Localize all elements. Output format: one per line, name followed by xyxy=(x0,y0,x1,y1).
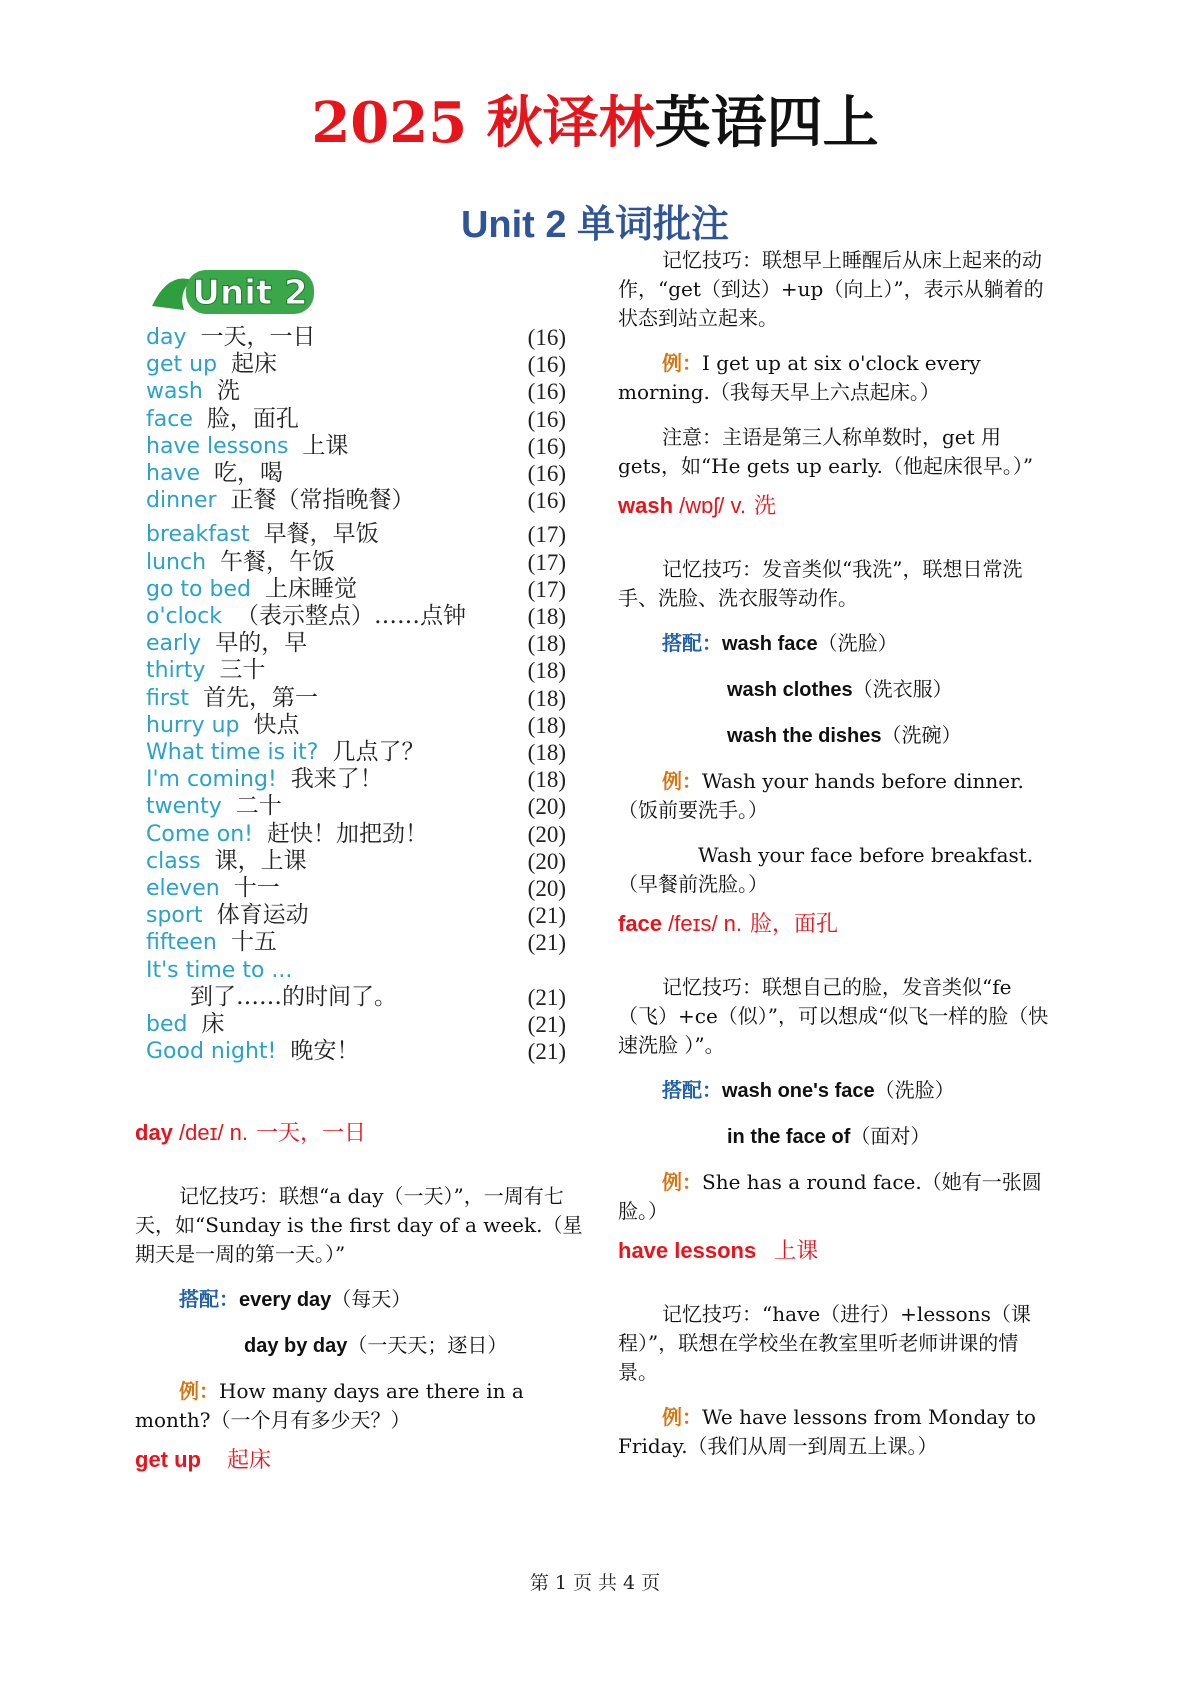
vocab-meaning: 脸，面孔 xyxy=(206,405,299,432)
vocab-word: What time is it? xyxy=(146,740,319,765)
vocab-meaning: 上课 xyxy=(302,432,349,459)
vocab-row xyxy=(146,821,566,848)
left-column xyxy=(135,1108,590,1475)
vocab-row xyxy=(146,324,566,351)
vocab-row xyxy=(146,712,566,739)
vocab-meaning: 快点 xyxy=(253,711,300,738)
vocab-page: (18) xyxy=(527,712,566,738)
vocab-meaning: 三十 xyxy=(219,657,266,684)
vocab-list xyxy=(140,262,580,1082)
page-footer: 第 1 页 共 4 页 xyxy=(529,1572,661,1594)
vocab-row xyxy=(146,929,566,956)
vocab-page: (17) xyxy=(527,549,566,575)
vocab-page: (16) xyxy=(527,352,566,378)
title-black-part: 英语四上 xyxy=(654,90,879,156)
vocab-row xyxy=(146,848,566,875)
vocab-meaning: 十五 xyxy=(230,929,277,956)
vocab-row xyxy=(146,433,566,460)
entry-day-memory: 记忆技巧：联想“a day（一天）”，一周有七天，如“Sunday is the first day of a week.（星期天是一周的第一天。）” xyxy=(135,1184,583,1266)
leaf-icon xyxy=(152,278,192,310)
vocab-page: (20) xyxy=(527,794,566,820)
entry-face-head: face /feɪs/ n. 脸，面孔 xyxy=(618,911,839,937)
vocab-page: (20) xyxy=(527,821,566,847)
vocab-row xyxy=(146,685,566,712)
vocab-meaning: 首先，第一 xyxy=(203,684,318,711)
vocab-row xyxy=(146,902,566,929)
vocab-row xyxy=(146,875,566,902)
vocab-word: have xyxy=(146,461,200,486)
vocab-page: (20) xyxy=(527,876,566,901)
vocab-word: It's time to ... xyxy=(146,957,293,983)
entry-wash-head: wash /wɒʃ/ v. 洗 xyxy=(618,493,776,519)
vocab-word: have lessons xyxy=(146,433,289,459)
vocab-row xyxy=(146,766,566,793)
vocab-row xyxy=(146,984,566,1011)
vocab-page: (20) xyxy=(527,848,566,874)
vocab-word: twenty xyxy=(146,794,222,820)
vocab-word: o'clock xyxy=(146,604,223,629)
vocab-meaning: （表示整点）……点钟 xyxy=(236,603,467,629)
right-column xyxy=(618,246,1058,1461)
vocab-word: get up xyxy=(146,352,218,378)
vocab-row xyxy=(146,657,566,684)
vocab-page: (18) xyxy=(527,767,566,793)
entry-wash-example2: Wash your face before breakfast.（早餐前洗脸。） xyxy=(618,843,1034,896)
vocab-meaning: 晚安！ xyxy=(290,1038,360,1065)
vocab-page: (18) xyxy=(527,740,566,765)
entry-face-example: 例：She has a round face.（她有一张圆脸。） xyxy=(618,1170,1042,1223)
vocab-word: Good night! xyxy=(146,1039,277,1065)
vocab-row xyxy=(146,460,566,487)
vocab-page: (17) xyxy=(527,576,566,602)
vocab-word: day xyxy=(146,325,187,350)
vocab-meaning: 起床 xyxy=(231,351,278,378)
vocab-word: sport xyxy=(146,903,203,929)
vocab-meaning: 早的，早 xyxy=(215,630,308,657)
vocab-page: (21) xyxy=(527,1012,566,1037)
vocab-row xyxy=(146,1011,566,1038)
vocab-row xyxy=(146,521,566,548)
entry-wash-colloc2: wash clothes（洗衣服） xyxy=(727,677,953,701)
vocab-word: thirty xyxy=(146,658,206,684)
vocab-page: (18) xyxy=(527,631,566,657)
entry-wash-example1: 例：Wash your hands before dinner.（饭前要洗手。） xyxy=(618,769,1024,822)
vocab-row xyxy=(146,1038,566,1065)
entry-day-head: day /deɪ/ n. 一天，一日 xyxy=(135,1120,367,1146)
vocab-row xyxy=(146,406,566,433)
vocab-page: (17) xyxy=(527,522,566,548)
vocab-word: hurry up xyxy=(146,712,240,738)
vocab-page: (18) xyxy=(527,658,566,684)
vocab-meaning: 正餐（常指晚餐） xyxy=(230,487,415,514)
entry-havelessons-head: have lessons 上课 xyxy=(618,1238,819,1264)
vocab-meaning: 二十 xyxy=(235,793,282,820)
vocab-meaning: 体育运动 xyxy=(216,902,309,929)
vocab-meaning: 十一 xyxy=(233,875,280,901)
vocab-page: (16) xyxy=(527,379,566,405)
vocab-row xyxy=(146,378,566,405)
vocab-word: fifteen xyxy=(146,930,217,956)
entry-getup-note: 注意：主语是第三人称单数时，get 用 gets，如“He gets up early.（他起床很早。）” xyxy=(618,425,1034,478)
vocab-meaning: 床 xyxy=(201,1011,225,1037)
entry-wash-colloc3: wash the dishes（洗碗） xyxy=(727,723,962,747)
entry-havelessons-example: 例：We have lessons from Monday to Friday.（我们从周一到周五上课。） xyxy=(618,1405,1036,1458)
vocab-word: I'm coming! xyxy=(146,767,277,793)
vocab-word: wash xyxy=(146,379,203,405)
entry-getup-head: get up 起床 xyxy=(135,1447,272,1473)
entry-getup-memory: 记忆技巧：联想早上睡醒后从床上起来的动作，“get（到达）+up（向上）”，表示从躺着的状态到站立起来。 xyxy=(618,248,1044,330)
entry-wash-memory: 记忆技巧：发音类似“我洗”，联想日常洗手、洗脸、洗衣服等动作。 xyxy=(618,557,1023,610)
vocab-row xyxy=(146,739,566,766)
vocab-row xyxy=(146,351,566,378)
vocab-row xyxy=(146,576,566,603)
vocab-row xyxy=(146,630,566,657)
vocab-page: (18) xyxy=(527,685,566,711)
unit-badge xyxy=(148,262,318,318)
vocab-word: bed xyxy=(146,1012,188,1037)
vocab-word: go to bed xyxy=(146,576,251,602)
vocab-page: (16) xyxy=(527,325,566,350)
vocab-meaning: 午餐，午饭 xyxy=(220,548,336,575)
vocab-page: (16) xyxy=(527,433,566,459)
vocab-page: (21) xyxy=(527,984,566,1010)
unit-badge-label: Unit 2 xyxy=(192,273,308,313)
vocab-page: (16) xyxy=(527,488,566,514)
entry-day-colloc2: day by day（一天天；逐日） xyxy=(244,1333,508,1357)
vocab-word: first xyxy=(146,685,189,711)
vocab-meaning: 几点了？ xyxy=(332,739,425,765)
vocab-word: Come on! xyxy=(146,821,254,847)
vocab-meaning: 吃，喝 xyxy=(213,460,283,486)
vocab-word: class xyxy=(146,848,201,874)
vocab-meaning: 赶快！加把劲！ xyxy=(267,820,429,847)
vocab-meaning: 课，上课 xyxy=(214,847,307,874)
entry-day-example: 例：How many days are there in a month?（一个月有多少天？） xyxy=(135,1379,524,1432)
vocab-page: (16) xyxy=(527,461,566,486)
vocab-word: breakfast xyxy=(146,522,250,548)
vocab-word: eleven xyxy=(146,876,220,901)
entry-face-colloc2: in the face of（面对） xyxy=(727,1124,931,1148)
vocab-meaning: 到了……的时间了。 xyxy=(190,983,397,1010)
vocab-page: (16) xyxy=(527,406,566,432)
vocab-meaning: 我来了！ xyxy=(290,766,383,793)
entry-day-colloc1: 搭配：every day（每天） xyxy=(179,1287,412,1311)
entry-wash-colloc1: 搭配：wash face（洗脸） xyxy=(662,631,898,655)
vocab-meaning: 早餐，早饭 xyxy=(263,521,379,548)
vocab-meaning: 洗 xyxy=(216,378,240,405)
vocab-row xyxy=(146,549,566,576)
title-red-part: 2025 秋译林 xyxy=(311,90,655,156)
vocab-meaning: 一天，一日 xyxy=(200,324,316,350)
vocab-word: dinner xyxy=(146,488,217,514)
page-subtitle: Unit 2 单词批注 xyxy=(460,204,730,246)
entry-havelessons-memory: 记忆技巧：“have（进行）+lessons（课程）”，联想在学校坐在教室里听老师讲课的情景。 xyxy=(618,1302,1031,1384)
vocab-page: (18) xyxy=(527,604,566,629)
vocab-word: early xyxy=(146,631,202,657)
vocab-page: (21) xyxy=(527,903,566,929)
vocab-word: face xyxy=(146,406,193,432)
page-title xyxy=(0,88,1190,158)
entry-face-colloc1: 搭配：wash one's face（洗脸） xyxy=(662,1078,955,1102)
vocab-meaning: 上床睡觉 xyxy=(264,575,357,602)
vocab-page: (21) xyxy=(527,1039,566,1065)
vocab-word: lunch xyxy=(146,549,207,575)
entry-face-memory: 记忆技巧：联想自己的脸，发音类似“fe（飞）+ce（似）”，可以想成“似飞一样的脸（快速洗脸 ）”。 xyxy=(618,975,1049,1057)
vocab-row xyxy=(146,793,566,820)
entry-getup-example: 例：I get up at six o'clock every morning.（我每天早上六点起床。） xyxy=(618,351,981,404)
vocab-row xyxy=(146,487,566,514)
vocab-row xyxy=(146,957,566,984)
vocab-page: (21) xyxy=(527,930,566,956)
vocab-row xyxy=(146,603,566,630)
